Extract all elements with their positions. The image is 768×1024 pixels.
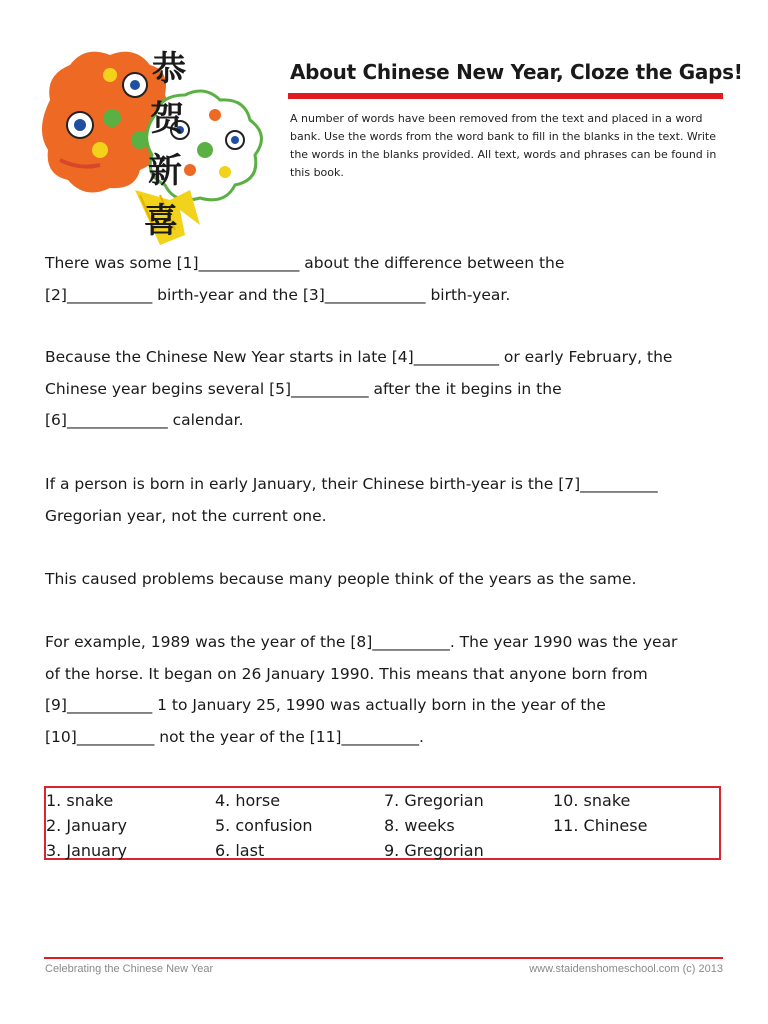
svg-text:喜: 喜	[144, 201, 178, 241]
text-line: Because the Chinese New Year starts in late [4]___________ or early February, the	[45, 348, 673, 366]
paragraph-4	[45, 564, 735, 596]
paragraph-5	[45, 627, 735, 753]
word-bank-item: 4. horse	[215, 791, 281, 810]
word-bank-item: 6. last	[215, 841, 265, 860]
title-divider	[288, 93, 723, 99]
svg-text:恭: 恭	[152, 49, 186, 89]
text-line: There was some [1]_____________ about the difference between the	[45, 254, 565, 272]
word-bank-item: 2. January	[46, 816, 128, 835]
text-line: [6]_____________ calendar.	[45, 411, 244, 429]
word-bank-column	[384, 788, 484, 863]
footer-copyright: www.staidenshomeschool.com (c) 2013	[529, 963, 723, 975]
word-bank-item: 7. Gregorian	[384, 791, 484, 810]
lion-dance-illustration	[40, 40, 280, 250]
word-bank-column	[553, 788, 647, 838]
paragraph-1	[45, 248, 735, 311]
word-bank-item: 11. Chinese	[553, 816, 648, 835]
text-line: If a person is born in early January, their Chinese birth-year is the [7]__________	[45, 475, 658, 493]
paragraph-2	[45, 342, 735, 437]
text-line: This caused problems because many people think of the years as the same.	[45, 570, 637, 588]
word-bank-column	[215, 788, 313, 863]
paragraph-3	[45, 469, 735, 532]
word-bank-item: 10. snake	[553, 791, 631, 810]
text-line: Chinese year begins several [5]__________ after the it begins in the	[45, 379, 562, 398]
word-bank-item: 3. January	[46, 841, 128, 860]
word-bank-item: 8. weeks	[384, 816, 455, 835]
text-line: Gregorian year, not the current one.	[45, 506, 327, 525]
word-bank	[44, 786, 721, 860]
page-title: About Chinese New Year, Cloze the Gaps!	[290, 60, 743, 84]
word-bank-column	[46, 788, 127, 863]
text-line: [9]___________ 1 to January 25, 1990 was actually born in the year of the	[45, 696, 606, 714]
word-bank-item: 9. Gregorian	[384, 841, 484, 860]
footer-title: Celebrating the Chinese New Year	[45, 963, 214, 975]
text-line: of the horse. It began on 26 January 1990. This means that anyone born from	[45, 664, 648, 683]
word-bank-item: 1. snake	[46, 791, 114, 810]
text-line: [10]__________ not the year of the [11]__________.	[45, 727, 424, 746]
svg-text:贺: 贺	[150, 99, 184, 139]
footer-divider	[44, 957, 723, 959]
instructions-text: A number of words have been removed from the text and placed in a word bank. Use the words from the word bank to fill in the blanks in the text. Write the words in the blanks provided. All text, words and phrases can be found in this book.	[290, 112, 717, 179]
text-line: For example, 1989 was the year of the [8]__________. The year 1990 was the year	[45, 633, 678, 651]
text-line: [2]___________ birth-year and the [3]_____________ birth-year.	[45, 285, 511, 304]
word-bank-item: 5. confusion	[215, 816, 313, 835]
svg-text:新: 新	[148, 151, 182, 191]
